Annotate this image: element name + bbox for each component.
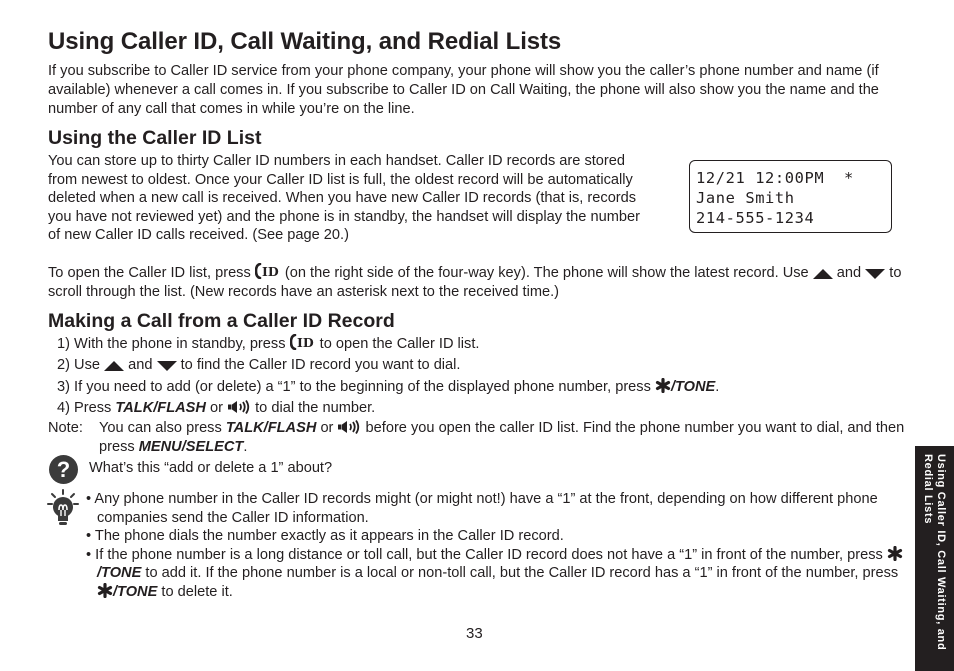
list-item: • The phone dials the number exactly as it appears in the Caller ID record. — [86, 528, 564, 545]
lcd-line-1: 12/21 12:00PM * — [696, 169, 854, 187]
section-heading-caller-id-list: Using the Caller ID List — [48, 127, 262, 149]
svg-text:ID: ID — [261, 264, 279, 279]
note-block — [48, 419, 908, 456]
caller-id-key-icon — [255, 263, 281, 279]
svg-text:ID: ID — [296, 335, 314, 350]
side-tab-label: Using Caller ID, Call Waiting, and Redial Lists — [922, 454, 947, 651]
list-item: 3) If you need to add (or delete) a “1” to the beginning of the displayed phone number, press /TONE. — [57, 378, 720, 395]
star-key-icon — [655, 378, 671, 393]
steps-list — [48, 334, 918, 419]
section-heading-make-call: Making a Call from a Caller ID Record — [48, 310, 395, 332]
star-key-icon — [887, 546, 903, 561]
side-tab — [915, 446, 954, 671]
faq-question: What’s this “add or delete a 1” about? — [89, 460, 333, 476]
caller-id-list-paragraph: You can store up to thirty Caller ID numbers in each handset. Caller ID records are stored from newest to oldest. Once your Caller ID list is full, the oldest record will be automatically deleted when a new call is received. When you have new Caller ID records (that is, records you have not reviewed yet) and the phone is in standby, the handset will display the number of new Caller ID calls received. (See page 20.) — [48, 153, 640, 244]
page-title: Using Caller ID, Call Waiting, and Redial Lists — [48, 28, 562, 55]
list-item: 2) Use and to find the Caller ID record you want to dial. — [57, 357, 461, 374]
intro-paragraph: If you subscribe to Caller ID service from your phone company, your phone will show you the caller’s phone number and name (if available) whenever a call comes in. If you subscribe to Caller ID on Call Waiting, the phone will also show you the name and the number of any call that comes in while you’re on the line. — [48, 63, 879, 117]
star-key-icon — [97, 583, 113, 598]
down-arrow-icon — [157, 361, 177, 371]
list-item: 1) With the phone in standby, press ID to open the Caller ID list. — [57, 335, 480, 352]
lcd-display — [689, 160, 892, 233]
speakerphone-icon — [227, 400, 251, 414]
list-item: 4) Press TALK/FLASH or to dial the number. — [57, 399, 376, 416]
list-item: • If the phone number is a long distance or toll call, but the Caller ID record does not have a “1” in front of the number, press /TONE to add it. If the phone number is a local or non-toll call, but the Caller ID record has a “1” in front of the number, press /TONE to delete it. — [86, 546, 906, 602]
lightbulb-icon — [47, 489, 79, 527]
note-label: Note: — [48, 420, 83, 436]
list-item: • Any phone number in the Caller ID records might (or might not!) have a “1” at the front, depending on how different phone companies send the Caller ID information. — [86, 491, 878, 526]
up-arrow-icon — [813, 269, 833, 279]
lcd-line-2: Jane Smith — [696, 189, 795, 207]
down-arrow-icon — [865, 269, 885, 279]
question-icon: ? — [49, 455, 78, 484]
lcd-line-3: 214-555-1234 — [696, 209, 815, 227]
caller-id-key-icon — [290, 334, 316, 350]
speakerphone-icon — [337, 420, 361, 434]
page-number: 33 — [466, 625, 483, 642]
open-list-paragraph: To open the Caller ID list, press ID (on the right side of the four-way key). The phone will show the latest record. Use and to scroll through the list. (New records have an asterisk next to the received time.) — [48, 264, 902, 300]
note-text: You can also press TALK/FLASH or before you open the caller ID list. Find the phone number you want to dial, and then press MENU/SELECT. — [99, 420, 905, 455]
up-arrow-icon — [104, 361, 124, 371]
tips-list — [86, 490, 906, 602]
